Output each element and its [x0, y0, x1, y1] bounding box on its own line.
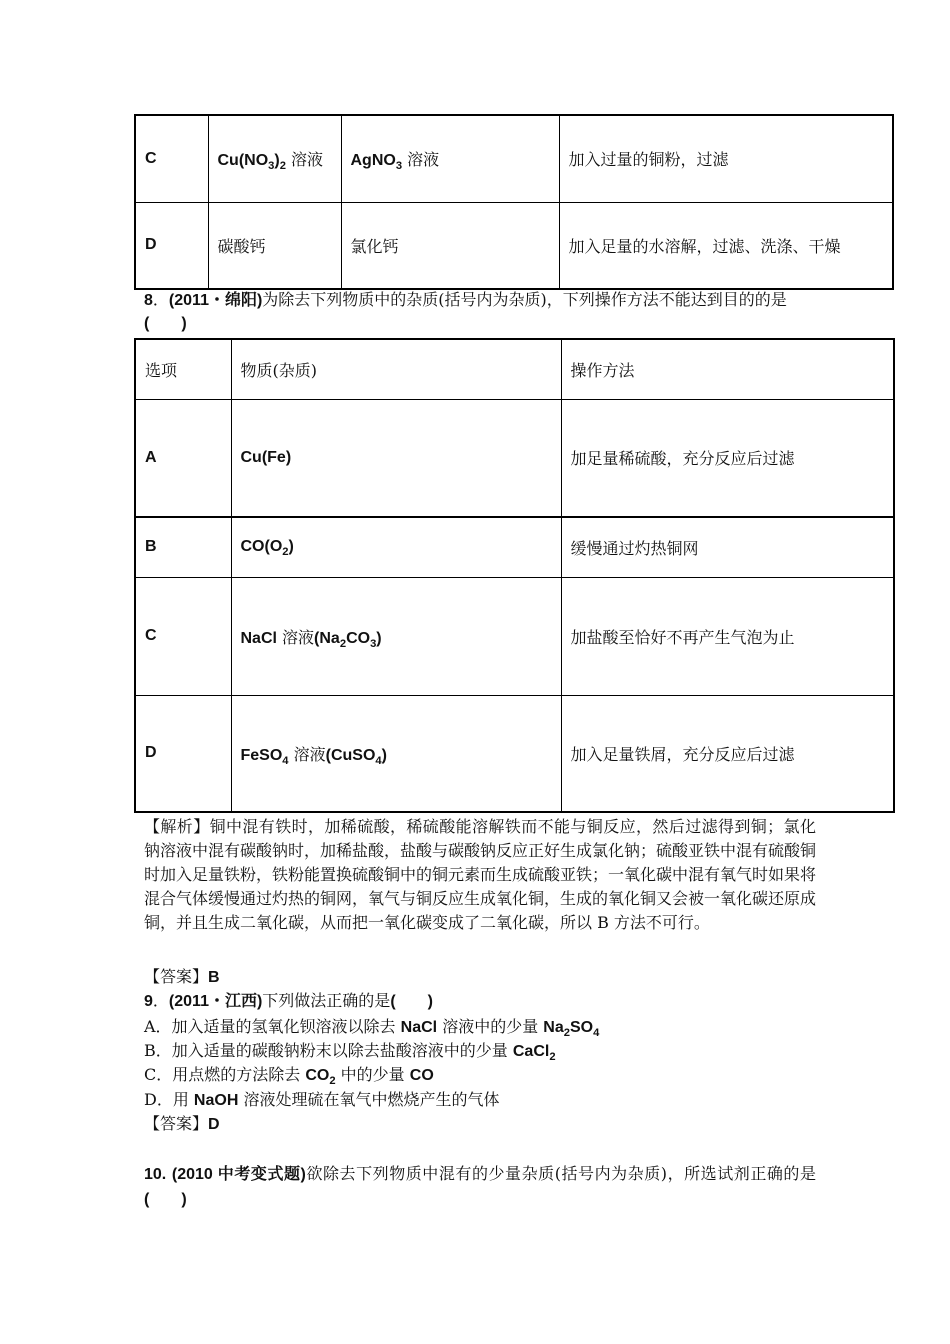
method-cell: 加入足量的水溶解，过滤、洗涤、干燥	[559, 202, 893, 289]
option-cell: B	[135, 517, 231, 577]
substance-cell: 碳酸钙	[208, 202, 341, 289]
method-cell: 缓慢通过灼热铜网	[561, 517, 894, 577]
substance-cell: FeSO$_4$ 溶液(CuSO$_4$)	[231, 695, 561, 812]
q9-option-a: A．加入适量的氢氧化钡溶液以除去 NaCl 溶液中的少量 $Na_2SO_4$	[144, 1017, 600, 1039]
q7-table	[134, 114, 894, 290]
substance-cell: Cu(Fe)	[231, 399, 561, 517]
option-cell: D	[135, 695, 231, 812]
method-cell: 加足量稀硫酸，充分反应后过滤	[561, 399, 894, 517]
option-cell: A	[135, 399, 231, 517]
table-header-row	[135, 339, 894, 399]
option-cell: C	[135, 115, 208, 202]
substance-cell: NaCl 溶液$(Na_2CO_3)$	[231, 577, 561, 695]
q8-stem: 8．(2011・绵阳)为除去下列物质中的杂质(括号内为杂质)，下列操作方法不能达到目的的是	[144, 290, 787, 309]
table-row	[135, 115, 893, 202]
q8-analysis: 【解析】铜中混有铁时，加稀硫酸，稀硫酸能溶解铁而不能与铜反应，然后过滤得到铜；氯化钠溶液中混有碳酸钠时，加稀盐酸，盐酸与碳酸钠反应正好生成氯化钠；硫酸亚铁中混有硫酸铜时加入足量铁粉，铁粉能置换硫酸铜中的铜元素而生成硫酸亚铁；一氧化碳中混有氧气时如果将混合气体缓慢通过灼热的铜网，氧气与铜反应生成氧化铜，生成的氧化铜又会被一氧化碳还原成铜，并且生成二氧化碳，从而把一氧化碳变成了二氧化碳，所以 B 方法不可行。	[144, 817, 817, 932]
substance-cell: $CO(O_2)$	[231, 517, 561, 577]
table-row	[135, 399, 894, 517]
q9-option-b: B．加入适量的碳酸钠粉末以除去盐酸溶液中的少量 CaCl$_2$	[144, 1041, 556, 1063]
header-method: 操作方法	[561, 339, 894, 399]
table-row	[135, 695, 894, 812]
impurity-cell: AgNO$_3$ 溶液	[341, 115, 559, 202]
impurity-cell: 氯化钙	[341, 202, 559, 289]
option-cell: C	[135, 577, 231, 695]
method-cell: 加入过量的铜粉，过滤	[559, 115, 893, 202]
header-substance: 物质(杂质)	[231, 339, 561, 399]
q9-option-c: C．用点燃的方法除去 $CO_2$ 中的少量 CO	[144, 1065, 434, 1087]
header-option: 选项	[135, 339, 231, 399]
q10-stem: 10. (2010 中考变式题)欲除去下列物质中混有的少量杂质(括号内为杂质)，所选试剂正确的是( )	[144, 1164, 816, 1208]
table-row	[135, 202, 893, 289]
q8-answer: 【答案】B	[144, 967, 220, 986]
table-row	[135, 577, 894, 695]
q8-table	[134, 338, 895, 813]
table-row	[135, 517, 894, 577]
q8-answer-paren: ( )	[144, 315, 187, 332]
q9-answer: 【答案】D	[144, 1114, 220, 1133]
q9-option-d: D．用 NaOH 溶液处理硫在氧气中燃烧产生的气体	[144, 1090, 500, 1109]
substance-cell: $Cu(NO_3)_2$ 溶液	[208, 115, 341, 202]
q9-stem: 9．(2011・江西)下列做法正确的是( )	[144, 991, 433, 1010]
option-cell: D	[135, 202, 208, 289]
method-cell: 加盐酸至恰好不再产生气泡为止	[561, 577, 894, 695]
method-cell: 加入足量铁屑，充分反应后过滤	[561, 695, 894, 812]
